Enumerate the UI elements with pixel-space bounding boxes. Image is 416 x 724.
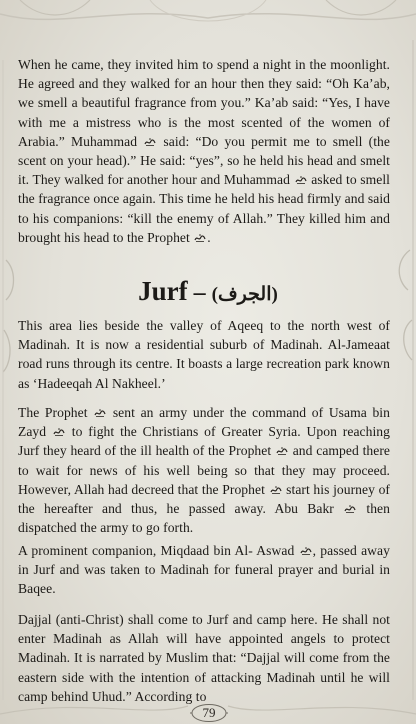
left-ornament-border [0,0,20,724]
paragraph-usama-army [18,403,390,537]
page-number-frame [190,703,228,723]
heading-arabic: (الجرف) [211,284,278,305]
paragraph-location [18,316,390,393]
text-segment: When he came, they invited him to spend a night in the moonlight. He agreed and they walked for an hour then they said: “Oh Ka’ab, we smell a beautiful fragrance from you.” Ka’ab said: “Yes, I have with me a mistress who is the most scented of the women of Arabia.” Muhammad said: “Do you permit me to smell (the scent on your head).” He said: “yes”, so he held his head and smelt it. They walked for another hour and Muhammad asked to smell the fragrance once again. This time he held his head firmly and said to his companions: “kill the enemy of Allah.” They killed him and brought his head to the Prophet . [18,57,391,245]
heading-english: Jurf [138,276,188,306]
paragraph-text [18,541,390,599]
paragraph-text: This area lies beside the valley of Aqeeq to the north west of Madinah. It is now a residential suburb of Madinah. Al-Jameaat road runs through its centre. It boasts a large recreation park known as ‘Hadeeqah Al Nakheel.’ [18,318,390,391]
paragraph-text: Dajjal (anti-Christ) shall come to Jurf and camp here. He shall not enter Madinah as Allah will have appointed angels to protect Madinah. It is narrated by Muslim that: “Dajjal will come from the eastern side with the intention of attacking Madinah until he will camp behind Uhud.” According to [18,612,390,704]
right-ornament-border [390,0,416,724]
paragraph-text [18,55,390,247]
section-heading-jurf [0,276,416,307]
text-segment: The Prophet sent an army under the command of Usama bin Zayd to fight the Christians of Greater Syria. Upon reaching Jurf they heard of the ill health of the Prophet and camped there to wait for news of his well being so that they may proceed. However, Allah had decreed that the Prophet start his journey of the hereafter and thus, he passed away. Abu Bakr then dispatched the army to go forth. [18,405,391,536]
honorific-calligraphy-icon [300,542,312,552]
honorific-calligraphy-icon [270,481,282,491]
paragraph-dajjal [18,610,390,706]
honorific-calligraphy-icon [194,229,206,239]
paragraph-miqdaad [18,541,390,599]
honorific-calligraphy-icon [276,442,288,452]
heading-dash: – [187,280,212,306]
honorific-calligraphy-icon [53,423,65,433]
text-segment: A prominent companion, Miqdaad bin Al- Aswad , passed away in Jurf and was taken to Madinah for funeral prayer and burial in Baqee. [18,543,390,597]
paragraph-kaab-story [18,55,390,247]
honorific-calligraphy-icon [344,500,356,510]
honorific-calligraphy-icon [295,171,307,181]
honorific-calligraphy-icon [94,404,106,414]
page-number: 79 [202,705,216,720]
top-ornament-border [0,0,416,50]
honorific-calligraphy-icon [144,133,156,143]
paragraph-text [18,403,390,537]
